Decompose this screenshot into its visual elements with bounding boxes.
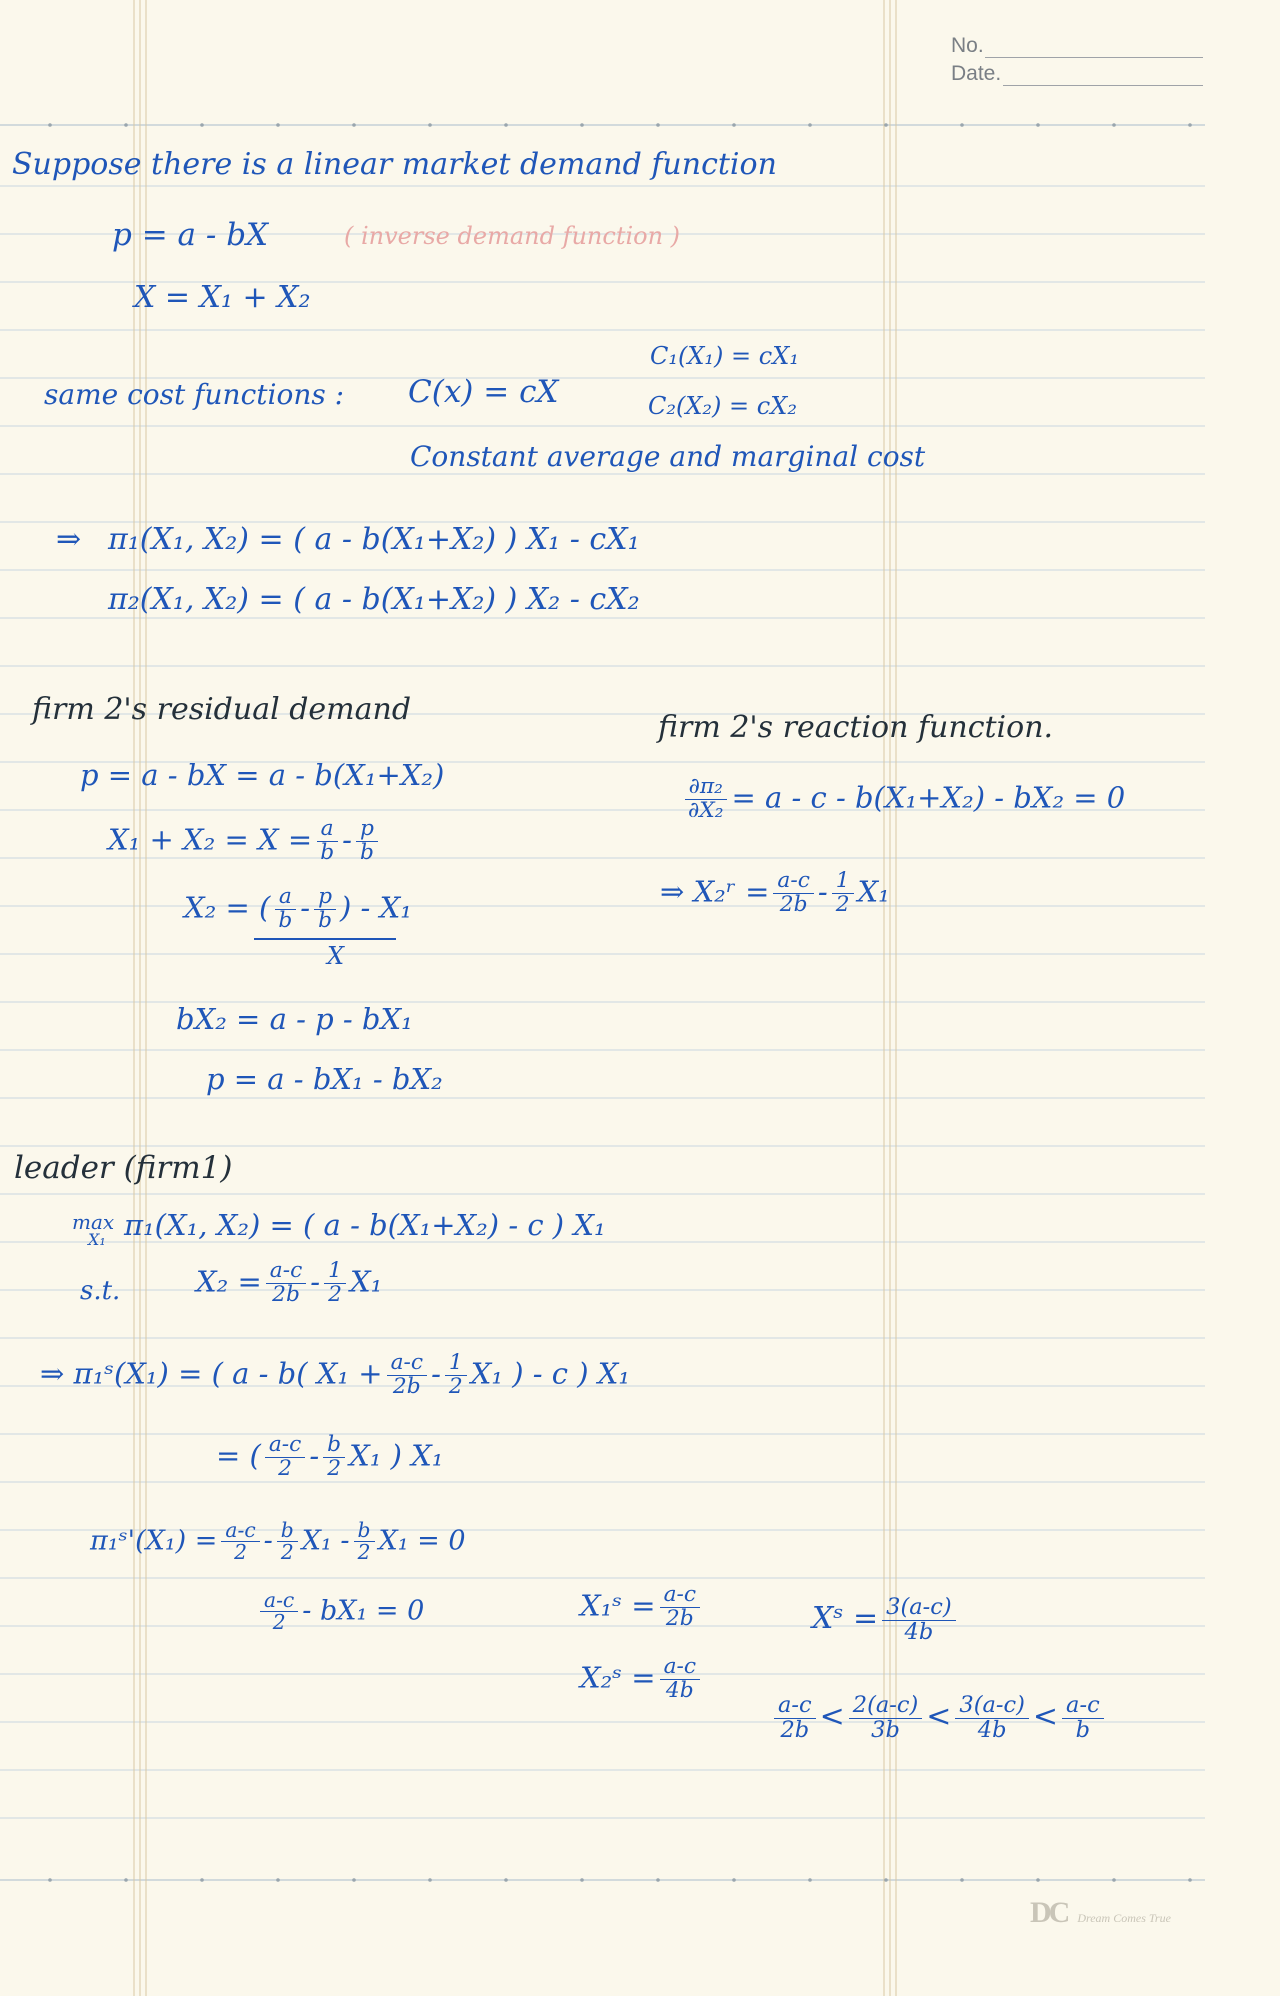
reaction-result-left: ⇒ X₂ʳ = <box>660 874 770 909</box>
frac-den: 2 <box>278 1455 293 1481</box>
simplified-left: = ( <box>216 1438 261 1473</box>
frac-num: 3(a-c) <box>955 1694 1029 1719</box>
ruling-dot <box>656 123 660 127</box>
less-than-sign: < <box>926 1699 952 1735</box>
max-operator <box>72 1210 114 1249</box>
underbrace-label: X <box>327 942 345 970</box>
minus-sign: - <box>309 1438 320 1473</box>
inverse-demand-note: ( inverse demand function ) <box>344 222 681 250</box>
frac-den: 2 <box>835 891 850 917</box>
fraction-one-half <box>832 870 854 917</box>
fraction-a-over-b <box>316 818 338 865</box>
foc-reduced-tail: - bX₁ = 0 <box>302 1595 425 1627</box>
leader-quantity <box>580 1584 704 1631</box>
frac-num: p <box>356 818 378 842</box>
ruling-dot <box>124 123 128 127</box>
ruling-dot <box>1036 123 1040 127</box>
fraction-partial-profit <box>684 776 727 823</box>
substitution-left: ⇒ π₁ˢ(X₁) = ( a - b( X₁ + <box>40 1356 383 1391</box>
simplified-tail: X₁ ) X₁ <box>349 1438 444 1473</box>
fraction-a-c-over-2b <box>387 1352 428 1399</box>
ruling-dot <box>580 1878 584 1882</box>
residual-eq5: p = a - bX₁ - bX₂ <box>206 1062 443 1096</box>
fraction-one-half <box>445 1352 467 1399</box>
ruling-dot <box>124 1878 128 1882</box>
leader-substitution <box>40 1352 630 1399</box>
date-underline <box>1003 85 1203 86</box>
frac-den: b <box>318 907 333 933</box>
ruling-dot <box>276 123 280 127</box>
frac-num: a <box>317 818 338 842</box>
ruling-dot <box>1112 123 1116 127</box>
minus-sign: - <box>431 1356 441 1391</box>
fraction-a-c-over-2b <box>266 1260 307 1307</box>
ruling-dot <box>276 1878 280 1882</box>
frac-num: 2(a-c) <box>849 1694 923 1719</box>
frac-num: p <box>314 886 336 910</box>
frac-den: 4b <box>977 1716 1007 1743</box>
residual-demand-title: firm 2's residual demand <box>32 692 412 727</box>
reaction-result-tail: X₁ <box>857 874 890 909</box>
substitution-tail: X₁ ) - c ) X₁ <box>470 1356 631 1391</box>
reaction-derivative <box>680 776 1125 823</box>
frac-den: 2 <box>357 1540 371 1565</box>
foc-tail: X₁ = 0 <box>378 1525 466 1557</box>
frac-num: a <box>275 886 296 910</box>
frac-num: b <box>323 1434 345 1458</box>
frac-num: 1 <box>324 1260 346 1284</box>
ruling-dot <box>428 123 432 127</box>
fraction-a-c-over-2 <box>260 1590 298 1634</box>
ruling-dot <box>808 1878 812 1882</box>
intro-sentence: Suppose there is a linear market demand function <box>12 147 777 182</box>
demand-equation: p = a - bX <box>112 217 269 253</box>
frac-num: a-c <box>221 1520 259 1542</box>
fraction-a-c-over-2 <box>221 1520 259 1564</box>
leader-foc <box>90 1520 466 1564</box>
frac-num: a-c <box>260 1590 298 1612</box>
no-label: No. <box>951 34 984 57</box>
foc-middle: X₁ - <box>301 1525 350 1557</box>
fraction-b-over-2 <box>354 1520 375 1564</box>
fraction-b-over-2 <box>277 1520 298 1564</box>
residual-eq2 <box>108 818 382 865</box>
leader-simplified <box>216 1434 443 1481</box>
fraction-a-c-over-2b <box>773 870 814 917</box>
ruling-dot <box>732 123 736 127</box>
fraction-p-over-b <box>314 886 336 933</box>
less-than-sign: < <box>1032 1699 1059 1735</box>
max-word: max <box>72 1210 115 1234</box>
cost-function-firm1: C₁(X₁) = cX₁ <box>650 342 799 370</box>
underbrace-line <box>254 938 396 940</box>
frac-den: 2b <box>665 1605 694 1631</box>
brand-tagline: Dream Comes True <box>1077 1911 1171 1925</box>
residual-eq2-left: X₁ + X₂ = X = <box>108 822 313 857</box>
ruling-dot <box>732 1878 736 1882</box>
ruling-dot <box>1112 1878 1116 1882</box>
ruling-dot <box>656 1878 660 1882</box>
ruling-dot <box>48 1878 52 1882</box>
fraction-a-c-over-2b <box>660 1584 701 1631</box>
cost-functions-label: same cost functions : <box>44 378 345 411</box>
fraction-a-c-over-4b <box>660 1656 701 1703</box>
frac-num: a-c <box>1062 1694 1104 1719</box>
leader-objective: π₁(X₁, X₂) = ( a - b(X₁+X₂) - c ) X₁ <box>124 1208 606 1242</box>
fraction-3-a-c-over-4b <box>955 1694 1029 1742</box>
frac-den: 2 <box>327 1455 342 1481</box>
ruling-dot <box>1188 123 1192 127</box>
ruling-dot <box>200 123 204 127</box>
minus-sign: - <box>310 1264 321 1299</box>
fraction-p-over-b <box>356 818 378 865</box>
ruling-dot <box>504 1878 508 1882</box>
x2s-left: X₂ˢ = <box>580 1660 656 1695</box>
subject-to-label: s.t. <box>80 1276 121 1306</box>
frac-num: a-c <box>266 1260 307 1284</box>
ruling-dot <box>504 123 508 127</box>
frac-den: ∂X₂ <box>688 797 724 823</box>
frac-den: 2 <box>272 1610 286 1635</box>
fraction-one-half <box>324 1260 346 1307</box>
frac-num: ∂π₂ <box>685 776 727 800</box>
frac-num: a-c <box>773 870 814 894</box>
fraction-3-a-c-over-4b <box>882 1596 956 1644</box>
ruling-dot <box>200 1878 204 1882</box>
reaction-derivative-rhs: = a - c - b(X₁+X₂) - bX₂ = 0 <box>731 780 1126 815</box>
frac-den: 4b <box>904 1618 934 1645</box>
residual-eq1: p = a - bX = a - b(X₁+X₂) <box>80 758 445 792</box>
residual-eq3-left: X₂ = ( <box>184 890 271 925</box>
frac-num: a-c <box>265 1434 306 1458</box>
frac-num: a-c <box>660 1656 701 1680</box>
total-quantity-equation: X = X₁ + X₂ <box>134 280 311 315</box>
residual-eq3-right: ) - X₁ <box>340 890 412 925</box>
frac-num: a-c <box>774 1694 816 1719</box>
reaction-function-title: firm 2's reaction function. <box>658 710 1054 745</box>
fraction-a-over-b <box>274 886 296 933</box>
common-cost-function: C(x) = cX <box>408 374 559 410</box>
leader-constraint <box>196 1260 382 1307</box>
minus-sign: - <box>817 874 828 909</box>
total-stackelberg-quantity <box>812 1596 960 1644</box>
ruling-dot <box>48 123 52 127</box>
ruling-dot <box>580 123 584 127</box>
implies-arrow: ⇒ <box>56 522 82 557</box>
frac-den: 2 <box>234 1540 247 1565</box>
ruling-dot <box>960 123 964 127</box>
fraction-a-c-over-2 <box>265 1434 306 1481</box>
frac-den: 4b <box>665 1677 694 1703</box>
profit-firm2-equation: π₂(X₁, X₂) = ( a - b(X₁+X₂) ) X₂ - cX₂ <box>108 582 640 617</box>
frac-den: b <box>320 839 335 865</box>
brand-mark: DC <box>1030 1896 1068 1929</box>
ruling-dot <box>960 1878 964 1882</box>
frac-den: b <box>278 907 293 933</box>
ruling-dot <box>1036 1878 1040 1882</box>
frac-num: 1 <box>832 870 854 894</box>
minus-sign: - <box>300 890 311 925</box>
leader-foc-reduced <box>256 1590 424 1634</box>
frac-num: 3(a-c) <box>882 1596 956 1621</box>
follower-quantity <box>580 1656 704 1703</box>
no-underline <box>985 57 1203 58</box>
max-variable: X₁ <box>88 1230 106 1249</box>
ruling-dot <box>884 123 888 127</box>
minus-sign: - <box>342 822 352 857</box>
foc-left: π₁ˢ'(X₁) = <box>90 1525 218 1557</box>
fraction-a-c-over-2b <box>774 1694 816 1742</box>
ruling-dot <box>428 1878 432 1882</box>
fraction-a-c-over-b <box>1062 1694 1104 1742</box>
frac-den: 2b <box>272 1281 300 1307</box>
profit-firm1-equation: π₁(X₁, X₂) = ( a - b(X₁+X₂) ) X₁ - cX₁ <box>108 522 640 557</box>
x1s-left: X₁ˢ = <box>580 1588 656 1623</box>
frac-den: b <box>359 839 374 865</box>
constraint-left: X₂ = <box>196 1264 262 1299</box>
residual-eq3 <box>184 886 412 933</box>
frac-den: 2b <box>780 1716 810 1743</box>
ruling-dot <box>352 123 356 127</box>
cost-function-firm2: C₂(X₂) = cX₂ <box>648 392 797 420</box>
leader-title: leader (firm1) <box>14 1150 233 1186</box>
frac-den: 2 <box>328 1281 342 1307</box>
frac-den: 2b <box>779 891 808 917</box>
ruling-dot <box>1188 1878 1192 1882</box>
frac-den: 2 <box>448 1373 463 1399</box>
minus-sign: - <box>263 1525 273 1557</box>
frac-num: a-c <box>660 1584 701 1608</box>
fraction-b-over-2 <box>323 1434 345 1481</box>
frac-num: 1 <box>445 1352 467 1376</box>
ruling-dot <box>352 1878 356 1882</box>
frac-num: b <box>277 1520 298 1542</box>
residual-eq4: bX₂ = a - p - bX₁ <box>176 1002 413 1036</box>
fraction-2-a-c-over-3b <box>849 1694 923 1742</box>
frac-num: b <box>354 1520 375 1542</box>
frac-den: 2 <box>280 1540 294 1565</box>
frac-den: b <box>1075 1716 1091 1743</box>
less-than-sign: < <box>819 1699 845 1735</box>
constant-cost-note: Constant average and marginal cost <box>410 440 926 473</box>
reaction-result <box>660 870 890 917</box>
ruling-dot <box>808 123 812 127</box>
frac-den: 3b <box>871 1716 900 1743</box>
constraint-tail: X₁ <box>349 1264 383 1299</box>
notebook-brand-logo <box>1030 1896 1171 1930</box>
frac-den: 2b <box>392 1373 421 1399</box>
xs-left: Xˢ = <box>812 1601 879 1637</box>
ruling-dot <box>884 1878 888 1882</box>
quantity-comparison <box>770 1694 1108 1742</box>
frac-num: a-c <box>387 1352 428 1376</box>
date-label: Date. <box>951 62 1002 85</box>
